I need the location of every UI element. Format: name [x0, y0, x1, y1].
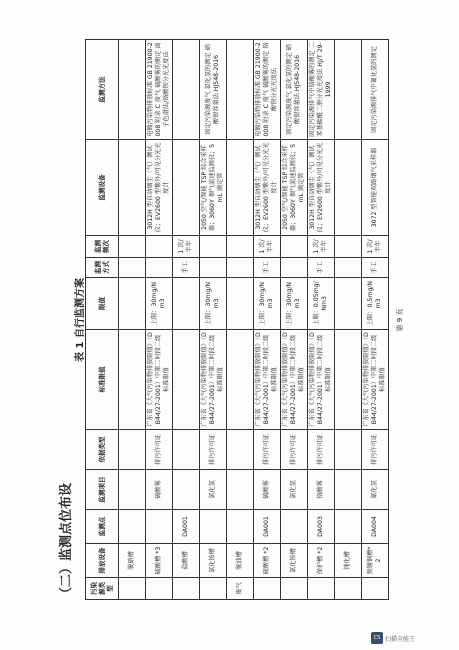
table-cell — [254, 578, 281, 600]
table-cell: 电镀污染物排放标准 GB 21900-2008 附录 C 废气 硫酸雾的测定 离子色谱法/铬酸钡分光光度法 — [146, 40, 173, 140]
table-cell — [173, 140, 200, 236]
table-cell — [200, 510, 227, 544]
table-cell — [335, 278, 362, 330]
table-cell — [227, 140, 254, 236]
table-cell: 排污许可证 — [281, 430, 308, 470]
table-cell: 固定污染源排气中铬酸雾的测定 二苯基碳酰二肼分光光度法 HJ/T 29-1999 — [308, 40, 335, 140]
table-cell: 3012H 型自动烟尘（气）测试仪；EV2600 型紫外/可见分光光度计 — [308, 140, 335, 236]
table-cell — [335, 470, 362, 510]
table-cell: 预镀铜槽*2 — [362, 544, 389, 578]
table-cell — [119, 510, 146, 544]
table-cell: 氯化铵槽 — [200, 544, 227, 578]
table-cell — [173, 330, 200, 430]
table-cell: 电镀污染物排放标准 GB 21900-2008 附录 C 废气 硫酸雾的测定 铬酸钡分光光度法 — [254, 40, 281, 140]
table-cell: 脱硝槽 — [119, 544, 146, 578]
table-cell — [119, 140, 146, 236]
header-cell: 监测点 — [86, 510, 119, 544]
table-cell — [335, 40, 362, 140]
table-cell — [227, 258, 254, 278]
table-cell: DA004 — [362, 510, 389, 544]
table-cell: 上限：30mg/Nm3 — [281, 278, 308, 330]
table-cell: 3072 型智能双路烟气采样器 — [362, 140, 389, 236]
table-cell — [335, 258, 362, 278]
table-cell: 广东省《大气污染物排放限值》（DB44/27-2001）中第二时段二级标准限值 — [200, 330, 227, 430]
table-cell — [119, 40, 146, 140]
header-cell: 监测设备 — [86, 140, 119, 236]
table-cell: 广东省《大气污染物排放限值》（DB44/27-2001）中第二时段二级标准限值 — [308, 330, 335, 430]
table-cell — [146, 236, 173, 258]
table-cell: 排污许可证 — [146, 430, 173, 470]
table-cell — [335, 236, 362, 258]
table-cell: 保护槽 *2 — [308, 544, 335, 578]
table-cell — [281, 258, 308, 278]
table-cell — [308, 578, 335, 600]
table-cell — [227, 430, 254, 470]
table-row — [173, 40, 200, 600]
scanner-logo-icon: CS — [371, 632, 383, 644]
table-cell — [335, 510, 362, 544]
table-cell: 排污许可证 — [200, 430, 227, 470]
header-cell: 污染源类型 — [86, 578, 119, 600]
table-cell — [200, 236, 227, 258]
table-cell: 1 次/半年 — [173, 236, 200, 258]
table-cell — [119, 330, 146, 430]
table-cell — [335, 140, 362, 236]
table-cell — [227, 278, 254, 330]
table-cell: 氰化氢 — [362, 470, 389, 510]
table-cell — [362, 578, 389, 600]
table-cell — [173, 278, 200, 330]
table-cell: 氯化铵槽 — [281, 544, 308, 578]
header-cell: 限值 — [86, 278, 119, 330]
table-cell — [200, 578, 227, 600]
rotated-content — [55, 40, 417, 600]
table-cell — [119, 430, 146, 470]
table-cell: DA001 — [173, 510, 200, 544]
table-cell — [227, 236, 254, 258]
table-row — [227, 40, 254, 600]
table-cell: 上限：0.5mg/Nm3 — [362, 278, 389, 330]
table-cell: 上限：30mg/Nm3 — [200, 278, 227, 330]
table-cell — [119, 278, 146, 330]
table-row — [119, 40, 146, 600]
header-cell: 监测方法 — [86, 40, 119, 140]
table-cell: 手工 — [173, 258, 200, 278]
table-cell — [281, 236, 308, 258]
table-cell: 硫酸雾 — [254, 470, 281, 510]
table-cell — [227, 40, 254, 140]
monitoring-table — [85, 39, 389, 600]
table-cell: 广东省《大气污染物排放限值》（DB44/27-2001）中第二时段二级标准限值 — [281, 330, 308, 430]
table-cell: 铬酸雾 — [308, 470, 335, 510]
table-body — [119, 40, 389, 600]
table-cell — [335, 330, 362, 430]
table-cell: 钝化槽 — [335, 544, 362, 578]
table-cell: 排污许可证 — [308, 430, 335, 470]
table-cell: 手工 — [254, 258, 281, 278]
table-header-row — [86, 40, 119, 600]
table-cell: 1 次/半年 — [362, 236, 389, 258]
table-cell: 硫酸槽 *2 — [254, 544, 281, 578]
table-cell — [335, 430, 362, 470]
table-cell — [119, 236, 146, 258]
table-cell — [119, 470, 146, 510]
table-cell — [119, 578, 146, 600]
table-cell: 氯化氢 — [281, 470, 308, 510]
table-row — [254, 40, 281, 600]
table-cell — [173, 40, 200, 140]
table-cell — [173, 430, 200, 470]
table-title: 表 1 自行监测方案 — [75, 278, 86, 362]
table-cell: 硫酸雾 — [146, 470, 173, 510]
table-row — [308, 40, 335, 600]
table-cell — [227, 510, 254, 544]
table-cell — [146, 510, 173, 544]
header-cell: 标准限值 — [86, 330, 119, 430]
header-cell: 依据类型 — [86, 430, 119, 470]
table-cell: 上限：30mg/Nm3 — [254, 278, 281, 330]
table-cell — [146, 258, 173, 278]
table-cell — [173, 578, 200, 600]
table-cell: 氯化氢 — [200, 470, 227, 510]
table-cell: 硫酸槽 *3 — [146, 544, 173, 578]
table-cell: 1 次/半年 — [308, 236, 335, 258]
table-cell: 排污许可证 — [254, 430, 281, 470]
table-cell: 2050 空气/智能 TSP 综合采样器；3060Y 烟气流速监测仪；5mL 滴定管 — [200, 140, 227, 236]
table-row — [200, 40, 227, 600]
table-cell: 脱油槽 — [227, 544, 254, 578]
table-cell: 广东省《大气污染物排放限值》（DB44/27-2001）中第二时段二级标准限值 — [146, 330, 173, 430]
table-cell — [335, 578, 362, 600]
table-row — [146, 40, 173, 600]
table-cell: DA001 — [254, 510, 281, 544]
table-cell: DA003 — [308, 510, 335, 544]
page-footer: 第 9 页 — [396, 308, 404, 332]
scanner-watermark-text: 扫描全能王 — [385, 635, 416, 643]
table-cell: 3012H 型自动烟尘（气）测试仪；EV2600 型紫外/可见分光光度计 — [254, 140, 281, 236]
table-row — [281, 40, 308, 600]
table-row — [362, 40, 389, 600]
table-cell — [227, 330, 254, 430]
table-row — [335, 40, 362, 600]
table-cell: 盐酸槽 — [173, 544, 200, 578]
table-cell: 3012H 型自动烟尘（气）测试仪；EV2600 型紫外/可见分光光度计 — [146, 140, 173, 236]
table-cell: 排污许可证 — [362, 430, 389, 470]
table-cell — [119, 258, 146, 278]
table-cell — [281, 578, 308, 600]
table-cell: 上限：0.05mg/Nm3 — [308, 278, 335, 330]
header-cell: 监测项目 — [86, 470, 119, 510]
table-cell: 废气 — [227, 578, 254, 600]
header-cell: 排放设备 — [86, 544, 119, 578]
table-cell — [173, 470, 200, 510]
table-cell: 上限：30mg/Nm3 — [146, 278, 173, 330]
table-cell: 固定污染源排气中氰化氢的测定 — [362, 40, 389, 140]
table-cell: 1 次/半年 — [254, 236, 281, 258]
table-cell — [146, 578, 173, 600]
table-cell: 手工 — [362, 258, 389, 278]
scanner-watermark — [371, 632, 451, 644]
header-cell: 监测方式 — [86, 258, 119, 278]
table-cell: 固定污染源废气 氯化氢的测定 硝酸银容量法 HJ548-2016 — [200, 40, 227, 140]
table-cell — [281, 510, 308, 544]
table-cell: 广东省《大气污染物排放限值》（DB44/27-2001）中第二时段二级标准限值 — [362, 330, 389, 430]
section-title: （二）监测点位布设 — [59, 482, 74, 600]
table-cell: 2050 空气/智能 TSP 综合采样器；3060Y 烟气流速监测仪；5mL 滴定管 — [281, 140, 308, 236]
table-cell — [227, 470, 254, 510]
header-cell: 监测频次 — [86, 236, 119, 258]
table-cell — [200, 258, 227, 278]
table-cell: 广东省《大气污染物排放限值》（DB44/27-2001）中第二时段二级标准限值 — [254, 330, 281, 430]
table-cell: 固定污染源废气 氯化氢的测定 硝酸银容量法 HJ548-2016 — [281, 40, 308, 140]
table-cell: 手工 — [308, 258, 335, 278]
